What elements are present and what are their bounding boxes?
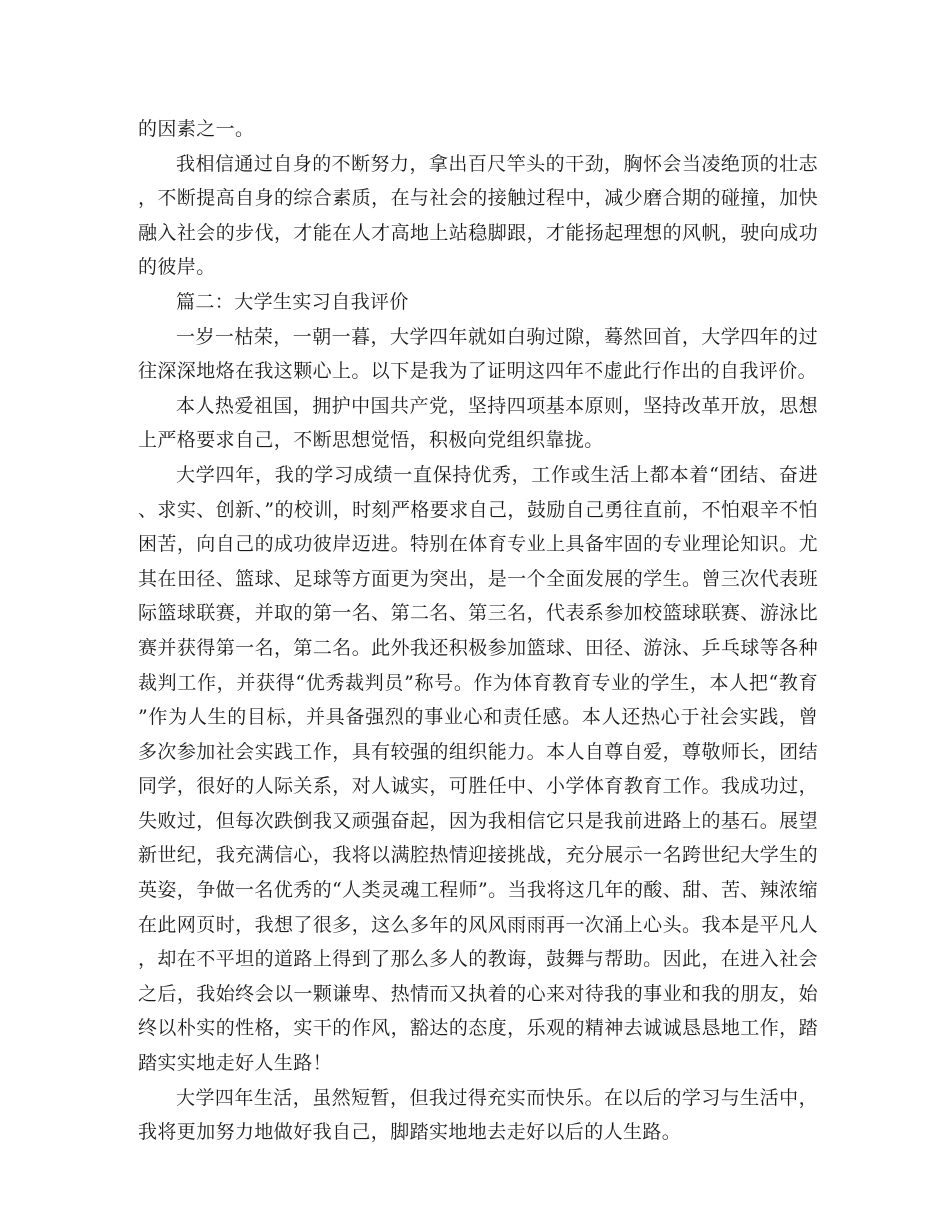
paragraph-continuation: 的因素之一。 (138, 118, 255, 140)
paragraph-belief: 我相信通过自身的不断努力，拿出百尺竿头的干劲，胸怀会当凌绝顶的壮志，不断提高自身的综合素质，在与社会的接触过程中，减少磨合期的碰撞，加快融入社会的步伐，才能在人才高地上站稳脚跟，才能扬起理想的风帆，驶向成功的彼岸。 (138, 152, 818, 279)
paragraph-conclusion: 大学四年生活，虽然短暂，但我过得充实而快乐。在以后的学习与生活中，我将更加努力地做好我自己，脚踏实地地去走好以后的人生路。 (138, 1086, 818, 1144)
paragraph-intro: 一岁一枯荣，一朝一暮，大学四年就如白驹过隙，蓦然回首，大学四年的过往深深地烙在我这颗心上。以下是我为了证明这四年不虚此行作出的自我评价。 (138, 325, 818, 383)
paragraph-political: 本人热爱祖国，拥护中国共产党，坚持四项基本原则，坚持改革开放，思想上严格要求自己，不断思想觉悟，积极向党组织靠拢。 (138, 394, 818, 452)
paragraph-achievements: 大学四年，我的学习成绩一直保持优秀，工作或生活上都本着“团结、奋进、求实、创新、”的校训，时刻严格要求自己，鼓励自己勇往直前，不怕艰辛不怕困苦，向自己的成功彼岸迈进。特别在体育专业上具备牢固的专业理论知识。尤其在田径、篮球、足球等方面更为突出，是一个全面发展的学生。曾三次代表班际篮球联赛，并取的第一名、第二名、第三名，代表系参加校篮球联赛、游泳比赛并获得第一名，第二名。此外我还积极参加篮球、田径、游泳、乒乓球等各种裁判工作，并获得“优秀裁判员”称号。作为体育教育专业的学生，本人把“教育”作为人生的目标，并具备强烈的事业心和责任感。本人还热心于社会实践，曾多次参加社会实践工作，具有较强的组织能力。本人自尊自爱，尊敬师长，团结同学，很好的人际关系，对人诚实，可胜任中、小学体育教育工作。我成功过，失败过，但每次跌倒我又顽强奋起，因为我相信它只是我前进路上的基石。展望新世纪，我充满信心，我将以满腔热情迎接挑战，充分展示一名跨世纪大学生的英姿，争做一名优秀的“人类灵魂工程师”。当我将这几年的酸、甜、苦、辣浓缩在此网页时，我想了很多，这么多年的风风雨雨再一次涌上心头。我本是平凡人，却在不平坦的道路上得到了那么多人的教诲，鼓舞与帮助。因此，在进入社会之后，我始终会以一颗谦卑、热情而又执着的心来对待我的事业和我的朋友，始终以朴实的性格，实干的作风，豁达的态度，乐观的精神去诚诚恳恳地工作，踏踏实实地走好人生路！ (138, 463, 818, 1075)
document-body (138, 112, 818, 1150)
section-heading: 篇二：大学生实习自我评价 (176, 290, 409, 313)
